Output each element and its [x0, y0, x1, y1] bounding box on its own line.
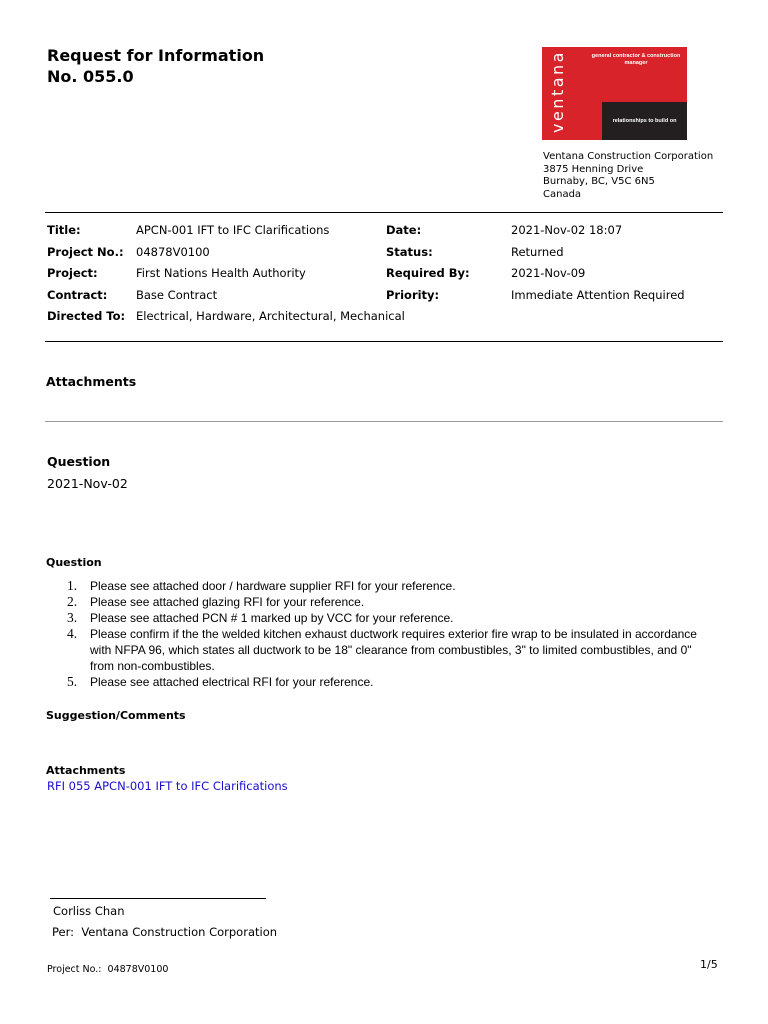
document-title-block: [47, 45, 264, 87]
company-name: Ventana Construction Corporation: [543, 151, 714, 162]
list-item: 2. Please see attached glazing RFI for your reference.: [67, 594, 365, 609]
header-divider: [45, 212, 723, 213]
project-label: Project:: [47, 266, 98, 280]
question-subheading: Question: [46, 556, 102, 569]
date-label: Date:: [386, 223, 422, 237]
attachments-divider: [45, 421, 723, 422]
list-item: 3. Please see attached PCN # 1 marked up by VCC for your reference.: [67, 610, 454, 625]
logo-tagline: general contractor & construction manager: [591, 53, 681, 66]
title-value: APCN-001 IFT to IFC Clarifications: [136, 223, 330, 237]
suggestions-heading: Suggestion/Comments: [46, 709, 186, 722]
required-by-value: 2021-Nov-09: [511, 266, 586, 280]
document-title: Request for Information: [47, 46, 265, 65]
per-value: Ventana Construction Corporation: [81, 925, 278, 939]
company-street: 3875 Henning Drive: [543, 163, 644, 175]
footer-project-label: Project No.:: [47, 964, 102, 975]
question-date: 2021-Nov-02: [47, 476, 128, 491]
document-number: No. 055.0: [47, 67, 134, 86]
info-divider: [45, 341, 723, 342]
question-heading: Question: [47, 454, 111, 469]
title-label: Title:: [47, 223, 81, 237]
list-item: 5. Please see attached electrical RFI for your reference.: [67, 674, 374, 689]
list-item: 1. Please see attached door / hardware supplier RFI for your reference.: [67, 578, 456, 593]
directed-to-label: Directed To:: [47, 309, 126, 323]
company-logo: [542, 47, 687, 140]
footer-project-value: 04878V0100: [107, 964, 169, 975]
contract-value: Base Contract: [136, 288, 218, 302]
footer-project: [47, 964, 168, 975]
contract-label: Contract:: [47, 288, 108, 302]
priority-label: Priority:: [386, 288, 440, 302]
directed-to-value: Electrical, Hardware, Architectural, Mechanical: [136, 309, 405, 323]
company-address: [543, 151, 713, 201]
status-value: Returned: [511, 245, 564, 259]
signer-company: [52, 925, 277, 939]
company-city: Burnaby, BC, V5C 6N5: [543, 176, 655, 187]
status-label: Status:: [386, 245, 433, 259]
priority-value: Immediate Attention Required: [511, 288, 685, 302]
required-by-label: Required By:: [386, 266, 470, 280]
attachments-subheading: Attachments: [46, 764, 126, 777]
page-number: 1/5: [700, 958, 718, 971]
date-value: 2021-Nov-02 18:07: [511, 223, 623, 237]
list-item: 4. Please confirm if the the welded kitchen exhaust ductwork requires exterior fire wrap to be insulated in accordance with NFPA 96, which states all ductwork to be 18" clearance from combustibles, 3" to limited combustibles, and 0" from non-combustibles.: [67, 626, 697, 673]
question-list: [67, 578, 707, 690]
attachment-link[interactable]: RFI 055 APCN-001 IFT to IFC Clarifications: [47, 779, 288, 793]
per-label: Per:: [52, 925, 75, 939]
project-no-value: 04878V0100: [136, 245, 210, 259]
logo-wordmark: ventana: [548, 50, 567, 133]
signer-name: Corliss Chan: [53, 904, 125, 918]
signature-line: [50, 898, 266, 899]
logo-slogan: relationships to build on: [612, 118, 677, 124]
attachments-heading: Attachments: [46, 374, 137, 389]
project-no-label: Project No.:: [47, 245, 124, 259]
project-value: First Nations Health Authority: [136, 266, 306, 280]
logo-slogan-box: [602, 102, 687, 140]
company-country: Canada: [543, 188, 582, 200]
